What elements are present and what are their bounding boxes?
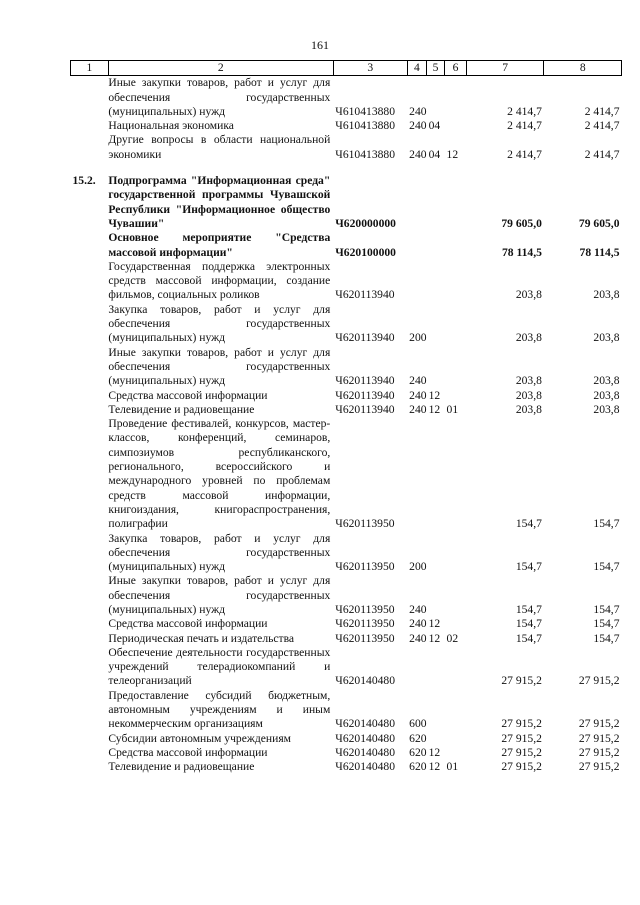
row-code: Ч610413880 (335, 147, 396, 161)
row-pr (445, 303, 467, 346)
row-name: Средства массовой информации (108, 745, 268, 759)
row-pr: 01 (446, 402, 459, 416)
row-name: Проведение фестивалей, конкурсов, мастер-классов, конференций, семинаров, симпозиумов республиканского, регионального, всероссийского и международного уровней по проблемам средств массовой информации, книгоиздания, книгораспространения, полиграфии (108, 417, 331, 531)
row-vr: 620 (409, 731, 427, 745)
row-vr: 620 (409, 760, 427, 774)
row-rz: 12 (428, 760, 441, 774)
table-row (71, 231, 622, 260)
table-row (71, 532, 622, 575)
budget-table (70, 60, 622, 775)
row-vr: 240 (409, 374, 427, 388)
row-number (71, 646, 109, 689)
section-spacer (71, 162, 622, 174)
row-code: Ч620140480 (335, 731, 396, 745)
row-code: Ч620113950 (335, 617, 395, 631)
row-number (71, 632, 109, 646)
row-amount-7: 203,8 (515, 402, 542, 416)
row-pr (445, 417, 467, 531)
row-vr: 240 (409, 388, 427, 402)
row-pr (445, 231, 467, 260)
row-pr: 01 (446, 760, 459, 774)
row-amount-7: 27 915,2 (501, 717, 542, 731)
spacer-cell (445, 162, 467, 174)
row-number (71, 389, 109, 403)
row-amount-8: 27 915,2 (578, 717, 620, 731)
row-name: Средства массовой информации (108, 388, 268, 402)
row-pr (445, 346, 467, 389)
row-amount-7: 154,7 (515, 560, 542, 574)
row-number (71, 689, 109, 732)
spacer-cell (71, 162, 109, 174)
row-rz: 12 (428, 388, 441, 402)
row-vr: 620 (409, 745, 427, 759)
row-name: Другие вопросы в области национальной экономики (108, 133, 331, 161)
row-pr (445, 574, 467, 617)
row-amount-8: 154,7 (593, 517, 620, 531)
row-name: Основное мероприятие "Средства массовой информации" (108, 231, 331, 259)
row-rz (427, 532, 445, 575)
row-vr: 240 (409, 617, 427, 631)
row-code: Ч610413880 (335, 119, 396, 133)
row-name: Субсидии автономным учреждениям (108, 731, 291, 745)
row-name: Национальная экономика (108, 119, 234, 133)
row-code: Ч620100000 (335, 245, 396, 259)
row-amount-7: 203,8 (515, 388, 542, 402)
spacer-cell (466, 162, 544, 174)
spacer-cell (427, 162, 445, 174)
row-amount-7: 203,8 (515, 331, 542, 345)
row-number (71, 231, 109, 260)
row-vr: 240 (409, 402, 427, 416)
row-amount-8: 27 915,2 (578, 745, 620, 759)
table-row (71, 689, 622, 732)
row-name: Закупка товаров, работ и услуг для обеспечения государственных (муниципальных) нужд (108, 302, 331, 345)
row-rz: 12 (428, 617, 441, 631)
row-rz: 12 (428, 745, 441, 759)
row-amount-8: 154,7 (593, 560, 620, 574)
row-pr (445, 174, 467, 231)
table-row (71, 346, 622, 389)
row-amount-8: 27 915,2 (578, 760, 620, 774)
spacer-cell (407, 162, 426, 174)
table-row (71, 646, 622, 689)
row-amount-7: 27 915,2 (501, 674, 542, 688)
header-col-3: 3 (333, 61, 407, 76)
header-col-2: 2 (108, 61, 333, 76)
table-row (71, 133, 622, 162)
row-code: Ч620113940 (335, 288, 395, 302)
row-name: Телевидение и радиовещание (108, 402, 255, 416)
row-number (71, 76, 109, 119)
row-amount-8: 79 605,0 (578, 216, 620, 230)
row-pr (445, 689, 467, 732)
row-amount-8: 154,7 (593, 602, 620, 616)
row-vr (407, 417, 426, 531)
row-name: Подпрограмма "Информационная среда" государственной программы Чувашской Республики "Информационное общество Чувашии" (108, 174, 331, 230)
row-rz (427, 732, 445, 746)
table-row (71, 760, 622, 774)
table-row (71, 303, 622, 346)
row-amount-8: 154,7 (593, 617, 620, 631)
header-col-1: 1 (71, 61, 109, 76)
table-row (71, 119, 622, 133)
row-rz: 04 (428, 119, 441, 133)
row-rz (427, 417, 445, 531)
row-amount-8: 27 915,2 (578, 731, 620, 745)
table-row (71, 260, 622, 303)
row-rz (427, 346, 445, 389)
row-vr: 240 (409, 119, 427, 133)
row-pr (445, 389, 467, 403)
row-amount-7: 2 414,7 (507, 104, 542, 118)
row-vr: 200 (409, 560, 427, 574)
table-row (71, 732, 622, 746)
row-name: Периодическая печать и издательства (108, 631, 295, 645)
header-col-5: 5 (427, 61, 445, 76)
row-number (71, 746, 109, 760)
table-row (71, 174, 622, 231)
row-pr (445, 532, 467, 575)
row-name: Государственная поддержка электронных средств массовой информации, создание фильмов, социальных роликов (108, 259, 331, 302)
row-amount-8: 203,8 (593, 288, 620, 302)
table-row (71, 76, 622, 119)
header-col-4: 4 (407, 61, 426, 76)
page-number: 161 (311, 38, 329, 52)
row-amount-8: 203,8 (593, 388, 620, 402)
row-amount-7: 27 915,2 (501, 731, 542, 745)
row-pr: 12 (446, 147, 459, 161)
row-name: Иные закупки товаров, работ и услуг для обеспечения государственных (муниципальных) нужд (108, 574, 331, 616)
row-amount-7: 154,7 (515, 602, 542, 616)
row-pr: 02 (446, 631, 459, 645)
row-vr (407, 646, 426, 689)
row-amount-8: 78 114,5 (579, 245, 620, 259)
row-amount-8: 203,8 (593, 402, 620, 416)
table-row (71, 403, 622, 417)
row-vr: 600 (409, 717, 427, 731)
row-amount-8: 2 414,7 (584, 119, 620, 133)
row-number (71, 574, 109, 617)
row-rz (427, 303, 445, 346)
row-code: Ч620000000 (335, 216, 396, 230)
table-header-row (71, 61, 622, 76)
row-amount-7: 2 414,7 (507, 119, 542, 133)
row-code: Ч620140480 (335, 674, 396, 688)
row-amount-7: 78 114,5 (501, 245, 542, 259)
row-vr: 240 (409, 147, 427, 161)
table-row (71, 746, 622, 760)
row-amount-7: 154,7 (515, 631, 542, 645)
row-number (71, 532, 109, 575)
row-amount-7: 203,8 (515, 374, 542, 388)
row-amount-7: 2 414,7 (507, 147, 542, 161)
header-col-7: 7 (466, 61, 544, 76)
row-number (71, 417, 109, 531)
row-number (71, 617, 109, 631)
row-code: Ч620140480 (335, 717, 396, 731)
table-row (71, 617, 622, 631)
row-amount-7: 27 915,2 (501, 760, 542, 774)
spacer-cell (333, 162, 407, 174)
row-vr (407, 260, 426, 303)
row-vr (407, 174, 426, 231)
row-vr: 240 (409, 602, 427, 616)
row-amount-8: 2 414,7 (584, 104, 620, 118)
table-row (71, 389, 622, 403)
row-rz (427, 646, 445, 689)
row-number (71, 760, 109, 774)
row-pr (445, 119, 467, 133)
row-code: Ч620140480 (335, 760, 396, 774)
table-row (71, 574, 622, 617)
spacer-cell (544, 162, 622, 174)
row-code: Ч620113940 (335, 402, 395, 416)
row-rz (427, 76, 445, 119)
row-name: Иные закупки товаров, работ и услуг для обеспечения государственных (муниципальных) нужд (108, 76, 331, 118)
row-code: Ч620113950 (335, 631, 395, 645)
table-body (71, 76, 622, 775)
row-name: Закупка товаров, работ и услуг для обеспечения государственных (муниципальных) нужд (108, 531, 331, 574)
row-code: Ч620113940 (335, 331, 395, 345)
row-pr (445, 617, 467, 631)
row-vr: 200 (409, 331, 427, 345)
row-amount-8: 2 414,7 (584, 147, 620, 161)
row-number (71, 260, 109, 303)
row-code: Ч620113950 (335, 560, 395, 574)
row-code: Ч620113940 (335, 374, 395, 388)
row-rz (427, 174, 445, 231)
row-pr (445, 76, 467, 119)
row-number (71, 133, 109, 162)
row-pr (445, 260, 467, 303)
row-rz (427, 689, 445, 732)
header-col-6: 6 (445, 61, 467, 76)
row-number (71, 119, 109, 133)
row-number (71, 303, 109, 346)
row-rz: 12 (428, 631, 441, 645)
row-number (71, 403, 109, 417)
row-amount-8: 203,8 (593, 374, 620, 388)
row-amount-7: 203,8 (515, 288, 542, 302)
row-code: Ч620113950 (335, 517, 395, 531)
row-code: Ч620140480 (335, 745, 396, 759)
row-pr (445, 646, 467, 689)
table-row (71, 632, 622, 646)
row-number (71, 732, 109, 746)
row-number (71, 346, 109, 389)
row-amount-8: 27 915,2 (578, 674, 620, 688)
row-rz (427, 574, 445, 617)
row-amount-7: 154,7 (515, 617, 542, 631)
row-vr: 240 (409, 631, 427, 645)
row-code: Ч620113940 (335, 388, 395, 402)
row-name: Предоставление субсидий бюджетным, автономным учреждениям и иным некоммерческим организациям (108, 688, 331, 731)
spacer-cell (108, 162, 333, 174)
row-name: Обеспечение деятельности государственных учреждений телерадиокомпаний и телеорганизаций (108, 645, 331, 688)
row-vr (407, 231, 426, 260)
row-name: Телевидение и радиовещание (108, 760, 255, 774)
row-code: Ч620113950 (335, 602, 395, 616)
table-row (71, 417, 622, 531)
row-amount-7: 79 605,0 (501, 216, 542, 230)
row-rz: 12 (428, 402, 441, 416)
row-name: Средства массовой информации (108, 617, 268, 631)
header-col-8: 8 (544, 61, 622, 76)
row-rz (427, 231, 445, 260)
row-name: Иные закупки товаров, работ и услуг для обеспечения государственных (муниципальных) нужд (108, 345, 331, 388)
row-amount-7: 27 915,2 (501, 745, 542, 759)
row-code: Ч610413880 (335, 104, 396, 118)
row-amount-7: 154,7 (515, 517, 542, 531)
row-rz: 04 (428, 147, 441, 161)
row-pr (445, 732, 467, 746)
row-pr (445, 746, 467, 760)
row-number: 15.2. (72, 174, 96, 188)
row-rz (427, 260, 445, 303)
row-amount-8: 203,8 (593, 331, 620, 345)
row-vr: 240 (409, 104, 427, 118)
row-amount-8: 154,7 (593, 631, 620, 645)
